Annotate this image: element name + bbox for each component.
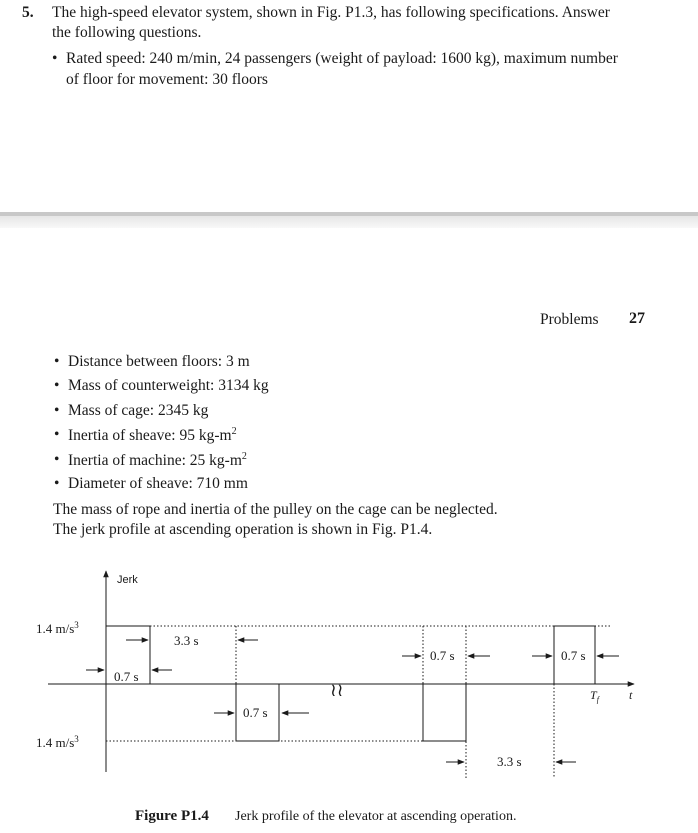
- positive-level-label: 1.4 $m/s^3$: [36, 620, 79, 636]
- spec-item: Inertia of machine: 25 $kg-m^2$: [68, 451, 247, 470]
- spec-item: Distance between floors: 3 m: [68, 353, 250, 370]
- question-text-line-1: The high-speed elevator system, shown in Fig. P1.3, has following specifications. Answer: [52, 4, 610, 21]
- figure-caption-text: Jerk profile of the elevator at ascending operation.: [235, 809, 517, 824]
- bullet-icon: •: [54, 426, 60, 443]
- spec-item: Mass of cage: 2345 kg: [68, 402, 209, 419]
- spec-rated-speed-line-2: of floor for movement: 30 floors: [66, 71, 268, 88]
- duration-label: 0.7 s: [561, 648, 586, 663]
- duration-label: 0.7 s: [114, 669, 139, 684]
- paragraph-line-2: The jerk profile at ascending operation is shown in Fig. P1.4.: [53, 521, 433, 538]
- spec-item: Diameter of sheave: 710 mm: [68, 475, 248, 492]
- paragraph-line-1: The mass of rope and inertia of the pulley on the cage can be neglected.: [53, 501, 498, 518]
- bullet-icon: •: [52, 50, 58, 67]
- duration-label: 0.7 s: [243, 705, 268, 720]
- bullet-icon: •: [54, 377, 60, 394]
- spec-item: Inertia of sheave: 95 $kg-m^2$: [68, 426, 237, 445]
- negative-level-label: 1.4 $m/s^3$: [36, 734, 79, 750]
- bullet-icon: •: [54, 402, 60, 419]
- bullet-icon: •: [54, 451, 60, 468]
- question-text-line-2: the following questions.: [52, 24, 202, 41]
- bullet-icon: •: [54, 353, 60, 370]
- tf-label: $T_f$: [590, 688, 599, 704]
- spec-item: Mass of counterweight: 3134 kg: [68, 377, 269, 394]
- duration-label: 0.7 s: [430, 648, 455, 663]
- figure-caption-label: Figure P1.4: [135, 808, 209, 824]
- question-number: 5.: [22, 4, 34, 21]
- duration-label: 3.3 s: [497, 754, 522, 769]
- jerk-pulse-negative-2: [423, 684, 466, 741]
- spec-rated-speed-line-1: Rated speed: 240 m/min, 24 passengers (weight of payload: 1600 kg), maximum number: [66, 50, 618, 67]
- bullet-icon: •: [54, 475, 60, 492]
- y-axis-label: Jerk: [117, 574, 138, 586]
- running-title: Problems: [540, 311, 599, 328]
- x-axis-label: t: [629, 688, 633, 702]
- axis-break-icon: ≀≀: [330, 680, 344, 701]
- page-number: 27: [629, 310, 645, 327]
- duration-label: 3.3 s: [174, 633, 199, 648]
